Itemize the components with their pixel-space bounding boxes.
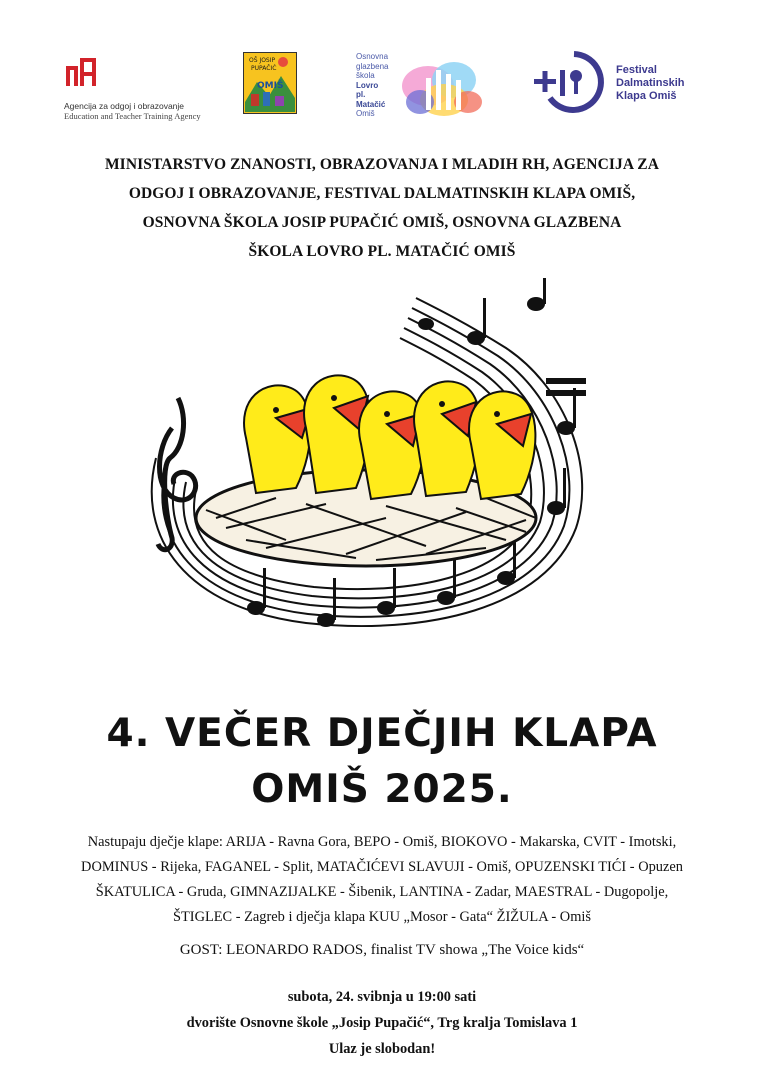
os-pupacic-logo [243,52,297,114]
aoo-emblem-icon [64,54,100,88]
chicks [244,375,535,499]
aoo-name-en: Education and Teacher Training Agency [64,111,201,121]
aoo-logo [64,54,214,121]
festival-l1: Festival [616,64,657,76]
organizers-line: ŠKOLA LOVRO PL. MATAČIĆ OMIŠ [248,243,516,260]
glazbena-l2: glazbena [356,61,389,71]
glazbena-l7: Omiš [356,109,375,118]
event-venue: dvorište Osnovne škole „Josip Pupačić“, Trg kralja Tomislava 1 [186,1015,578,1031]
performers-line: DOMINUS - Rijeka, FAGANEL - Split, MATAČIĆEVI SLAVUJI - Omiš, OPUZENSKI TIĆI - Opuzen [81,859,683,875]
festival-l2: Dalmatinskih [616,77,685,89]
event-title-line1: 4. VEČER DJEČJIH KLAPA [106,711,658,756]
organizers-line: OSNOVNA ŠKOLA JOSIP PUPAČIĆ OMIŠ, OSNOVNA GLAZBENA [142,214,622,231]
event-date: subota, 24. svibnja u 19:00 sati [287,989,477,1005]
performers-list [40,830,724,930]
festival-emblem-icon [530,50,610,114]
festival-logo [530,50,720,120]
performers-line: ŠKATULICA - Gruda, GIMNAZIJALKE - Šibenik, LANTINA - Zadar, MAESTRAL - Dugopolje, [95,884,669,900]
organizers-line: MINISTARSTVO ZNANOSTI, OBRAZOVANJA I MLADIH RH, AGENCIJA ZA [104,156,660,173]
organizers-heading [30,150,734,266]
organizers-line: ODGOJ I OBRAZOVANJE, FESTIVAL DALMATINSKIH KLAPA OMIŠ, [128,185,636,202]
pupacic-line3: OMIŠ [257,81,284,91]
performers-line: Nastupaju dječje klape: ARIJA - Ravna Gora, BEPO - Omiš, BIOKOVO - Makarska, CVIT - Imotski, [87,834,677,850]
paint-splash-icon [398,56,490,122]
event-entry: Ulaz je slobodan! [328,1041,436,1057]
glazbena-l1: Osnovna [356,52,389,61]
glazbena-l5: pl. [356,90,366,99]
glazbena-skola-logo [356,52,496,122]
event-details [0,984,764,1062]
festival-l3: Klapa Omiš [616,90,677,102]
glazbena-l4: Lovro [356,80,379,90]
pupacic-line1: OŠ JOSIP [249,57,276,64]
glazbena-l3: škola [356,71,375,80]
chicks-nest-illustration [126,278,646,678]
aoo-name: Agencija za odgoj i obrazovanje [64,101,185,111]
performers-line: ŠTIGLEC - Zagreb i dječja klapa KUU „Mosor - Gata“ ŽIŽULA - Omiš [172,909,591,925]
event-title [0,706,764,818]
glazbena-l6: Matačić [356,99,386,109]
partner-logos [0,48,764,128]
event-title-line2: OMIŠ 2025. [251,767,513,812]
guest-line: GOST: LEONARDO RADOS, finalist TV showa „The Voice kids“ [179,942,585,958]
pupacic-line2: PUPAČIĆ [251,65,277,72]
